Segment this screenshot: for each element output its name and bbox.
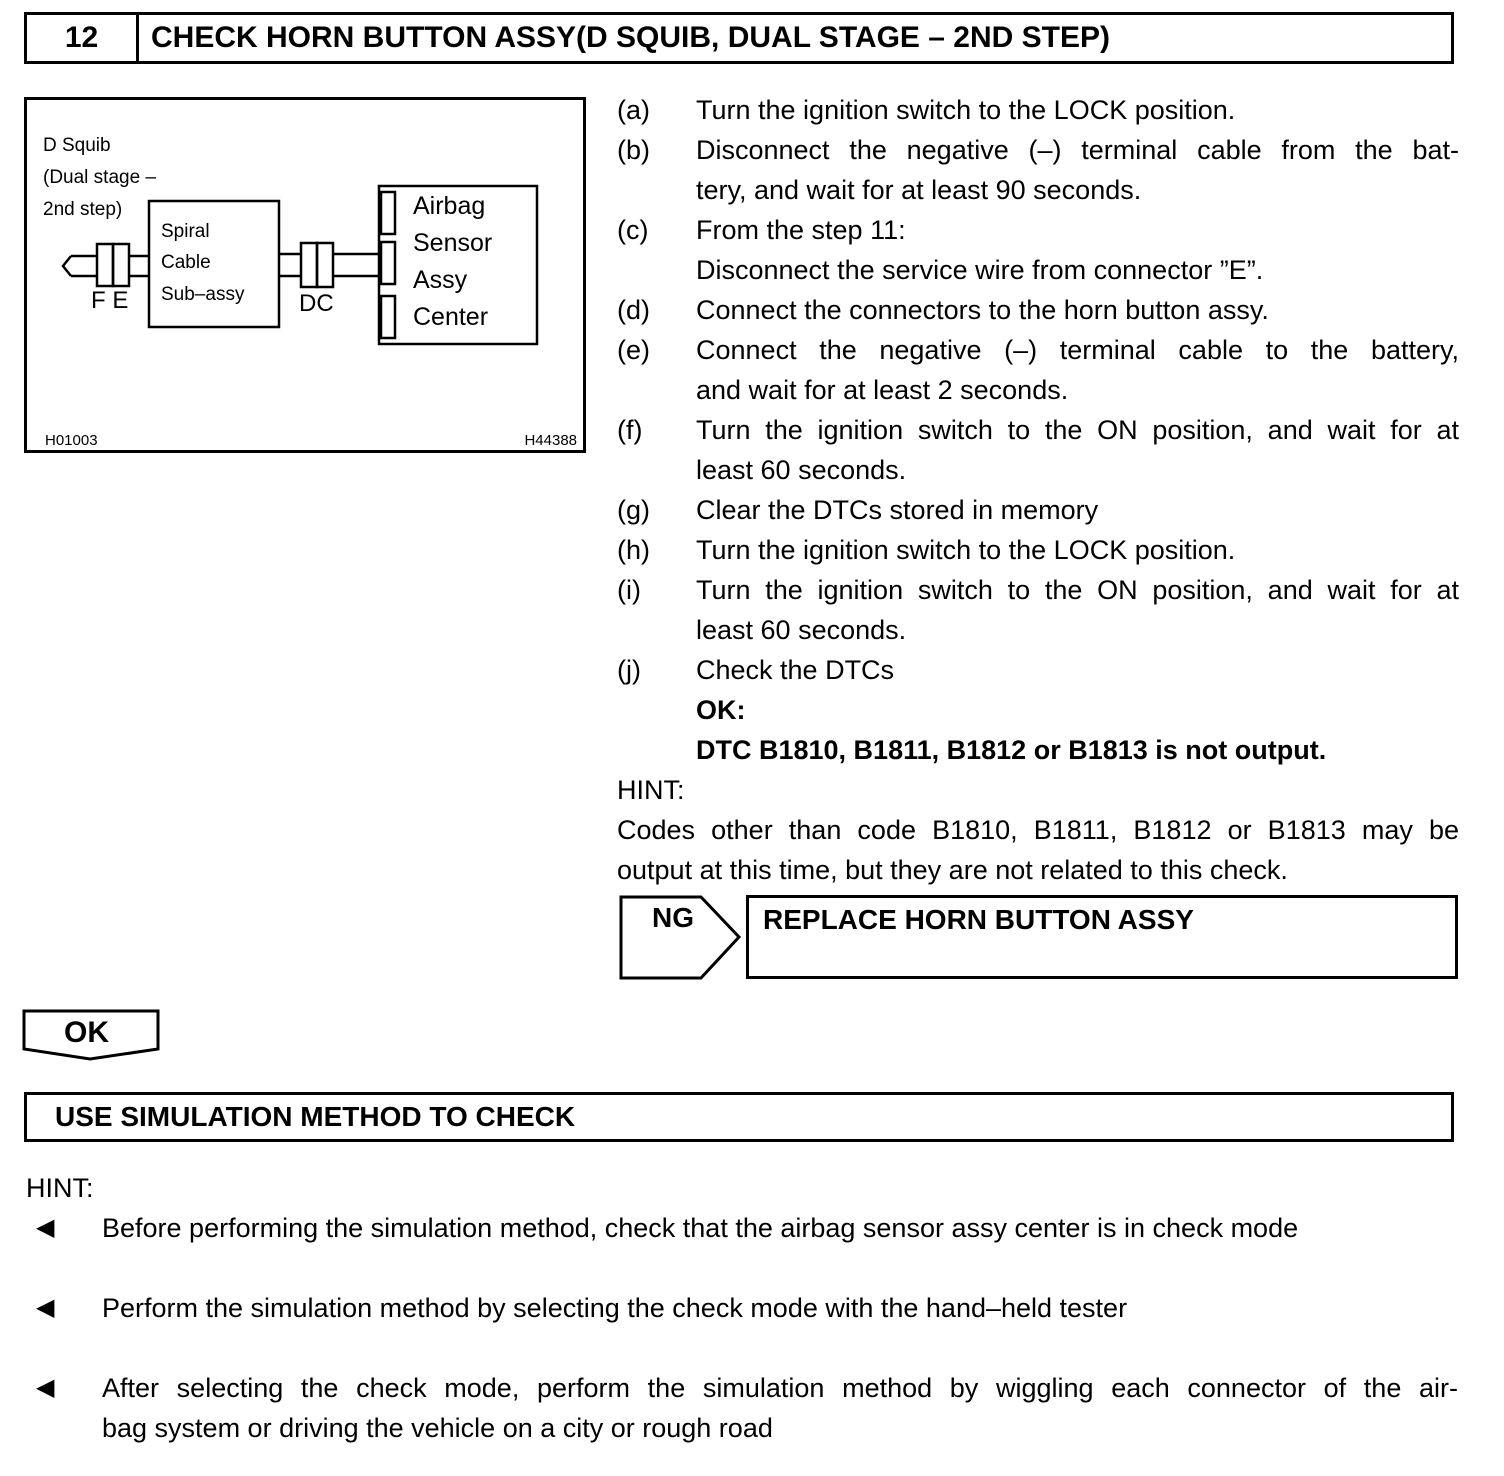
step-h bbox=[617, 530, 1459, 570]
hint-bullet-2 bbox=[36, 1288, 1460, 1328]
squib-label-2: (Dual stage – bbox=[43, 167, 157, 188]
triangle-bullet-icon: ◀ bbox=[36, 1294, 55, 1321]
ok-label: OK: bbox=[696, 695, 746, 725]
squib-label-3: 2nd step) bbox=[43, 199, 123, 220]
step-number: 12 bbox=[27, 15, 139, 61]
procedure-steps bbox=[617, 90, 1459, 890]
spiral-label-3: Sub–assy bbox=[161, 284, 245, 305]
step-c bbox=[617, 210, 1459, 250]
step-i bbox=[617, 570, 1459, 610]
step-letter: (a) bbox=[617, 95, 650, 125]
step-text: From the step 11: bbox=[696, 215, 906, 245]
hint-line-2: output at this time, but they are not related to this check. bbox=[617, 855, 1288, 885]
connector-c bbox=[317, 243, 333, 287]
step-letter: (j) bbox=[617, 655, 641, 685]
step-text-cont: tery, and wait for at least 90 seconds. bbox=[696, 175, 1142, 205]
triangle-bullet-icon: ◀ bbox=[36, 1214, 55, 1241]
ng-action-text: REPLACE HORN BUTTON ASSY bbox=[763, 904, 1194, 935]
bullet-text: After selecting the check mode, perform the simulation method by wiggling each connector of the air- bbox=[102, 1373, 1458, 1403]
step-text: Clear the DTCs stored in memory bbox=[696, 495, 1099, 525]
step-letter: (e) bbox=[617, 335, 650, 365]
step-d bbox=[617, 290, 1459, 330]
step-letter: (c) bbox=[617, 215, 649, 245]
step-text: Check the DTCs bbox=[696, 655, 895, 685]
step-letter: (b) bbox=[617, 135, 650, 165]
step-text: Turn the ignition switch to the LOCK position. bbox=[696, 95, 1236, 125]
step-header bbox=[24, 12, 1454, 64]
step-text: Turn the ignition switch to the ON position, and wait for at bbox=[696, 575, 1459, 605]
hint-bullet-3 bbox=[36, 1368, 1460, 1448]
step-b bbox=[617, 130, 1459, 170]
connector-dc-label: DC bbox=[299, 290, 334, 317]
hint-line-1: Codes other than code B1810, B1811, B1812 or B1813 may be bbox=[617, 815, 1459, 845]
step-a bbox=[617, 90, 1459, 130]
ng-action-box bbox=[746, 895, 1458, 979]
sensor-label-1: Airbag bbox=[413, 192, 486, 220]
connector-d bbox=[301, 243, 317, 287]
step-letter: (i) bbox=[617, 575, 641, 605]
bullet-text-cont: bag system or driving the vehicle on a city or rough road bbox=[102, 1413, 773, 1443]
step-text: Turn the ignition switch to the LOCK position. bbox=[696, 535, 1236, 565]
ok-result: DTC B1810, B1811, B1812 or B1813 is not output. bbox=[696, 735, 1327, 765]
spiral-label-2: Cable bbox=[161, 252, 211, 273]
wiring-diagram bbox=[24, 97, 586, 453]
sensor-label-4: Center bbox=[413, 303, 489, 331]
step-text: Turn the ignition switch to the ON position, and wait for at bbox=[696, 415, 1459, 445]
sensor-label-2: Sensor bbox=[413, 229, 493, 257]
step-letter: (d) bbox=[617, 295, 650, 325]
step-letter: (h) bbox=[617, 535, 650, 565]
step-text-cont: Disconnect the service wire from connector ”E”. bbox=[696, 255, 1264, 285]
wiring-diagram-graphic bbox=[27, 100, 589, 456]
squib-tip bbox=[63, 256, 71, 276]
step-g bbox=[617, 490, 1459, 530]
squib-label-1: D Squib bbox=[43, 135, 111, 156]
hint-bullet-1 bbox=[36, 1208, 1460, 1248]
connector-e bbox=[113, 244, 129, 286]
step-letter: (f) bbox=[617, 415, 643, 445]
sensor-label-3: Assy bbox=[413, 266, 468, 294]
step-text: Connect the negative (–) terminal cable to the battery, bbox=[696, 335, 1459, 365]
step-f bbox=[617, 410, 1459, 450]
bottom-hint-label: HINT: bbox=[26, 1173, 94, 1203]
connector-f bbox=[97, 244, 113, 286]
step-j bbox=[617, 650, 1459, 690]
step-text: Connect the connectors to the horn button assy. bbox=[696, 295, 1269, 325]
figure-code-right: H44388 bbox=[524, 432, 577, 449]
figure-code-left: H01003 bbox=[45, 432, 98, 449]
spiral-label-1: Spiral bbox=[161, 221, 210, 242]
step-text-cont: and wait for at least 2 seconds. bbox=[696, 375, 1069, 405]
step-text-cont: least 60 seconds. bbox=[696, 615, 907, 645]
step-text: Disconnect the negative (–) terminal cable from the bat- bbox=[696, 135, 1459, 165]
step-letter: (g) bbox=[617, 495, 650, 525]
hint-label: HINT: bbox=[617, 775, 685, 805]
step-text-cont: least 60 seconds. bbox=[696, 455, 907, 485]
step-title: CHECK HORN BUTTON ASSY(D SQUIB, DUAL STAGE – 2ND STEP) bbox=[151, 21, 1110, 54]
ng-label: NG bbox=[652, 902, 694, 933]
ok-tab-label: OK bbox=[64, 1016, 109, 1049]
connector-fe-label: F E bbox=[91, 287, 129, 314]
step-e bbox=[617, 330, 1459, 370]
triangle-bullet-icon: ◀ bbox=[36, 1374, 55, 1401]
bullet-text: Perform the simulation method by selecting the check mode with the hand–held tester bbox=[102, 1293, 1128, 1323]
simulation-title: USE SIMULATION METHOD TO CHECK bbox=[55, 1101, 576, 1132]
bullet-text: Before performing the simulation method, check that the airbag sensor assy center is in check mode bbox=[102, 1213, 1299, 1243]
simulation-header bbox=[24, 1092, 1454, 1142]
